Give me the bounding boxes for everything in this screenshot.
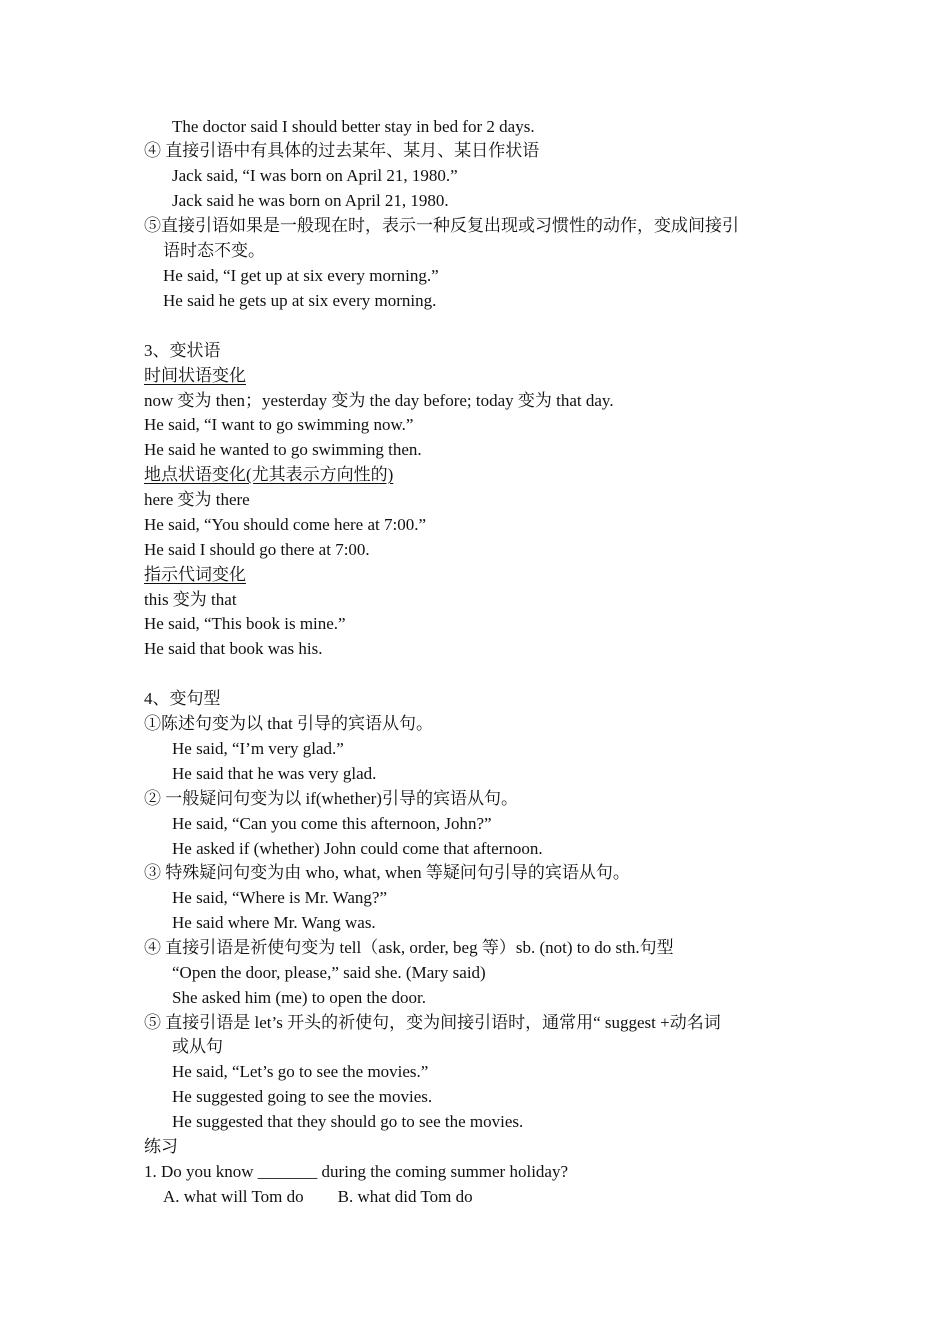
text-line: Jack said, “I was born on April 21, 1980.” — [172, 166, 458, 185]
text-line: He said, “This book is mine.” — [144, 614, 346, 633]
subsection-heading: 时间状语变化 — [144, 366, 246, 385]
text-line: He said he wanted to go swimming then. — [144, 440, 422, 459]
text-line: ⑤ 直接引语是 let’s 开头的祈使句，变为间接引语时，通常用“ suggest +动名词 — [144, 1013, 721, 1032]
question-line: 1. Do you know _______ during the coming summer holiday? — [144, 1162, 569, 1181]
text-line: He said, “I’m very glad.” — [172, 739, 344, 758]
subsection-heading: 地点状语变化(尤其表示方向性的) — [144, 465, 394, 484]
text-line: He said, “Let’s go to see the movies.” — [172, 1062, 429, 1081]
section-heading: 3、变状语 — [144, 341, 221, 360]
text-line: The doctor said I should better stay in bed for 2 days. — [172, 117, 535, 136]
section-heading: 4、变句型 — [144, 689, 221, 708]
text-line: He said, “Can you come this afternoon, John?” — [172, 814, 492, 833]
text-line: He said I should go there at 7:00. — [144, 540, 370, 559]
text-line: He said, “I want to go swimming now.” — [144, 415, 414, 434]
text-line: ①陈述句变为以 that 引导的宾语从句。 — [144, 714, 433, 733]
text-line: He said he gets up at six every morning. — [163, 291, 437, 310]
text-line: 或从句 — [172, 1037, 223, 1056]
text-line: “Open the door, please,” said she. (Mary said) — [172, 963, 486, 982]
text-line: He said, “Where is Mr. Wang?” — [172, 888, 387, 907]
text-line: He said, “I get up at six every morning.” — [163, 266, 439, 285]
text-line: He said, “You should come here at 7:00.” — [144, 515, 427, 534]
text-line: ④ 直接引语中有具体的过去某年、某月、某日作状语 — [144, 141, 540, 160]
text-line: ⑤直接引语如果是一般现在时，表示一种反复出现或习惯性的动作，变成间接引 — [144, 216, 739, 235]
text-line: ② 一般疑问句变为以 if(whether)引导的宾语从句。 — [144, 789, 518, 808]
text-line: here 变为 there — [144, 490, 250, 509]
answer-options: A. what will Tom do B. what did Tom do — [163, 1187, 473, 1206]
text-line: He suggested that they should go to see the movies. — [172, 1112, 524, 1131]
text-line: ③ 特殊疑问句变为由 who, what, when 等疑问句引导的宾语从句。 — [144, 863, 630, 882]
text-line: He asked if (whether) John could come that afternoon. — [172, 839, 543, 858]
subsection-heading: 指示代词变化 — [144, 565, 246, 584]
text-line: He said where Mr. Wang was. — [172, 913, 376, 932]
text-line: She asked him (me) to open the door. — [172, 988, 427, 1007]
section-heading: 练习 — [144, 1137, 178, 1156]
text-line: now 变为 then；yesterday 变为 the day before; today 变为 that day. — [144, 391, 614, 410]
text-line: He suggested going to see the movies. — [172, 1087, 433, 1106]
text-line: 语时态不变。 — [163, 241, 265, 260]
text-line: ④ 直接引语是祈使句变为 tell（ask, order, beg 等）sb. (not) to do sth.句型 — [144, 938, 674, 957]
text-line: He said that he was very glad. — [172, 764, 377, 783]
text-line: He said that book was his. — [144, 639, 323, 658]
text-line: this 变为 that — [144, 590, 237, 609]
text-line: Jack said he was born on April 21, 1980. — [172, 191, 449, 210]
